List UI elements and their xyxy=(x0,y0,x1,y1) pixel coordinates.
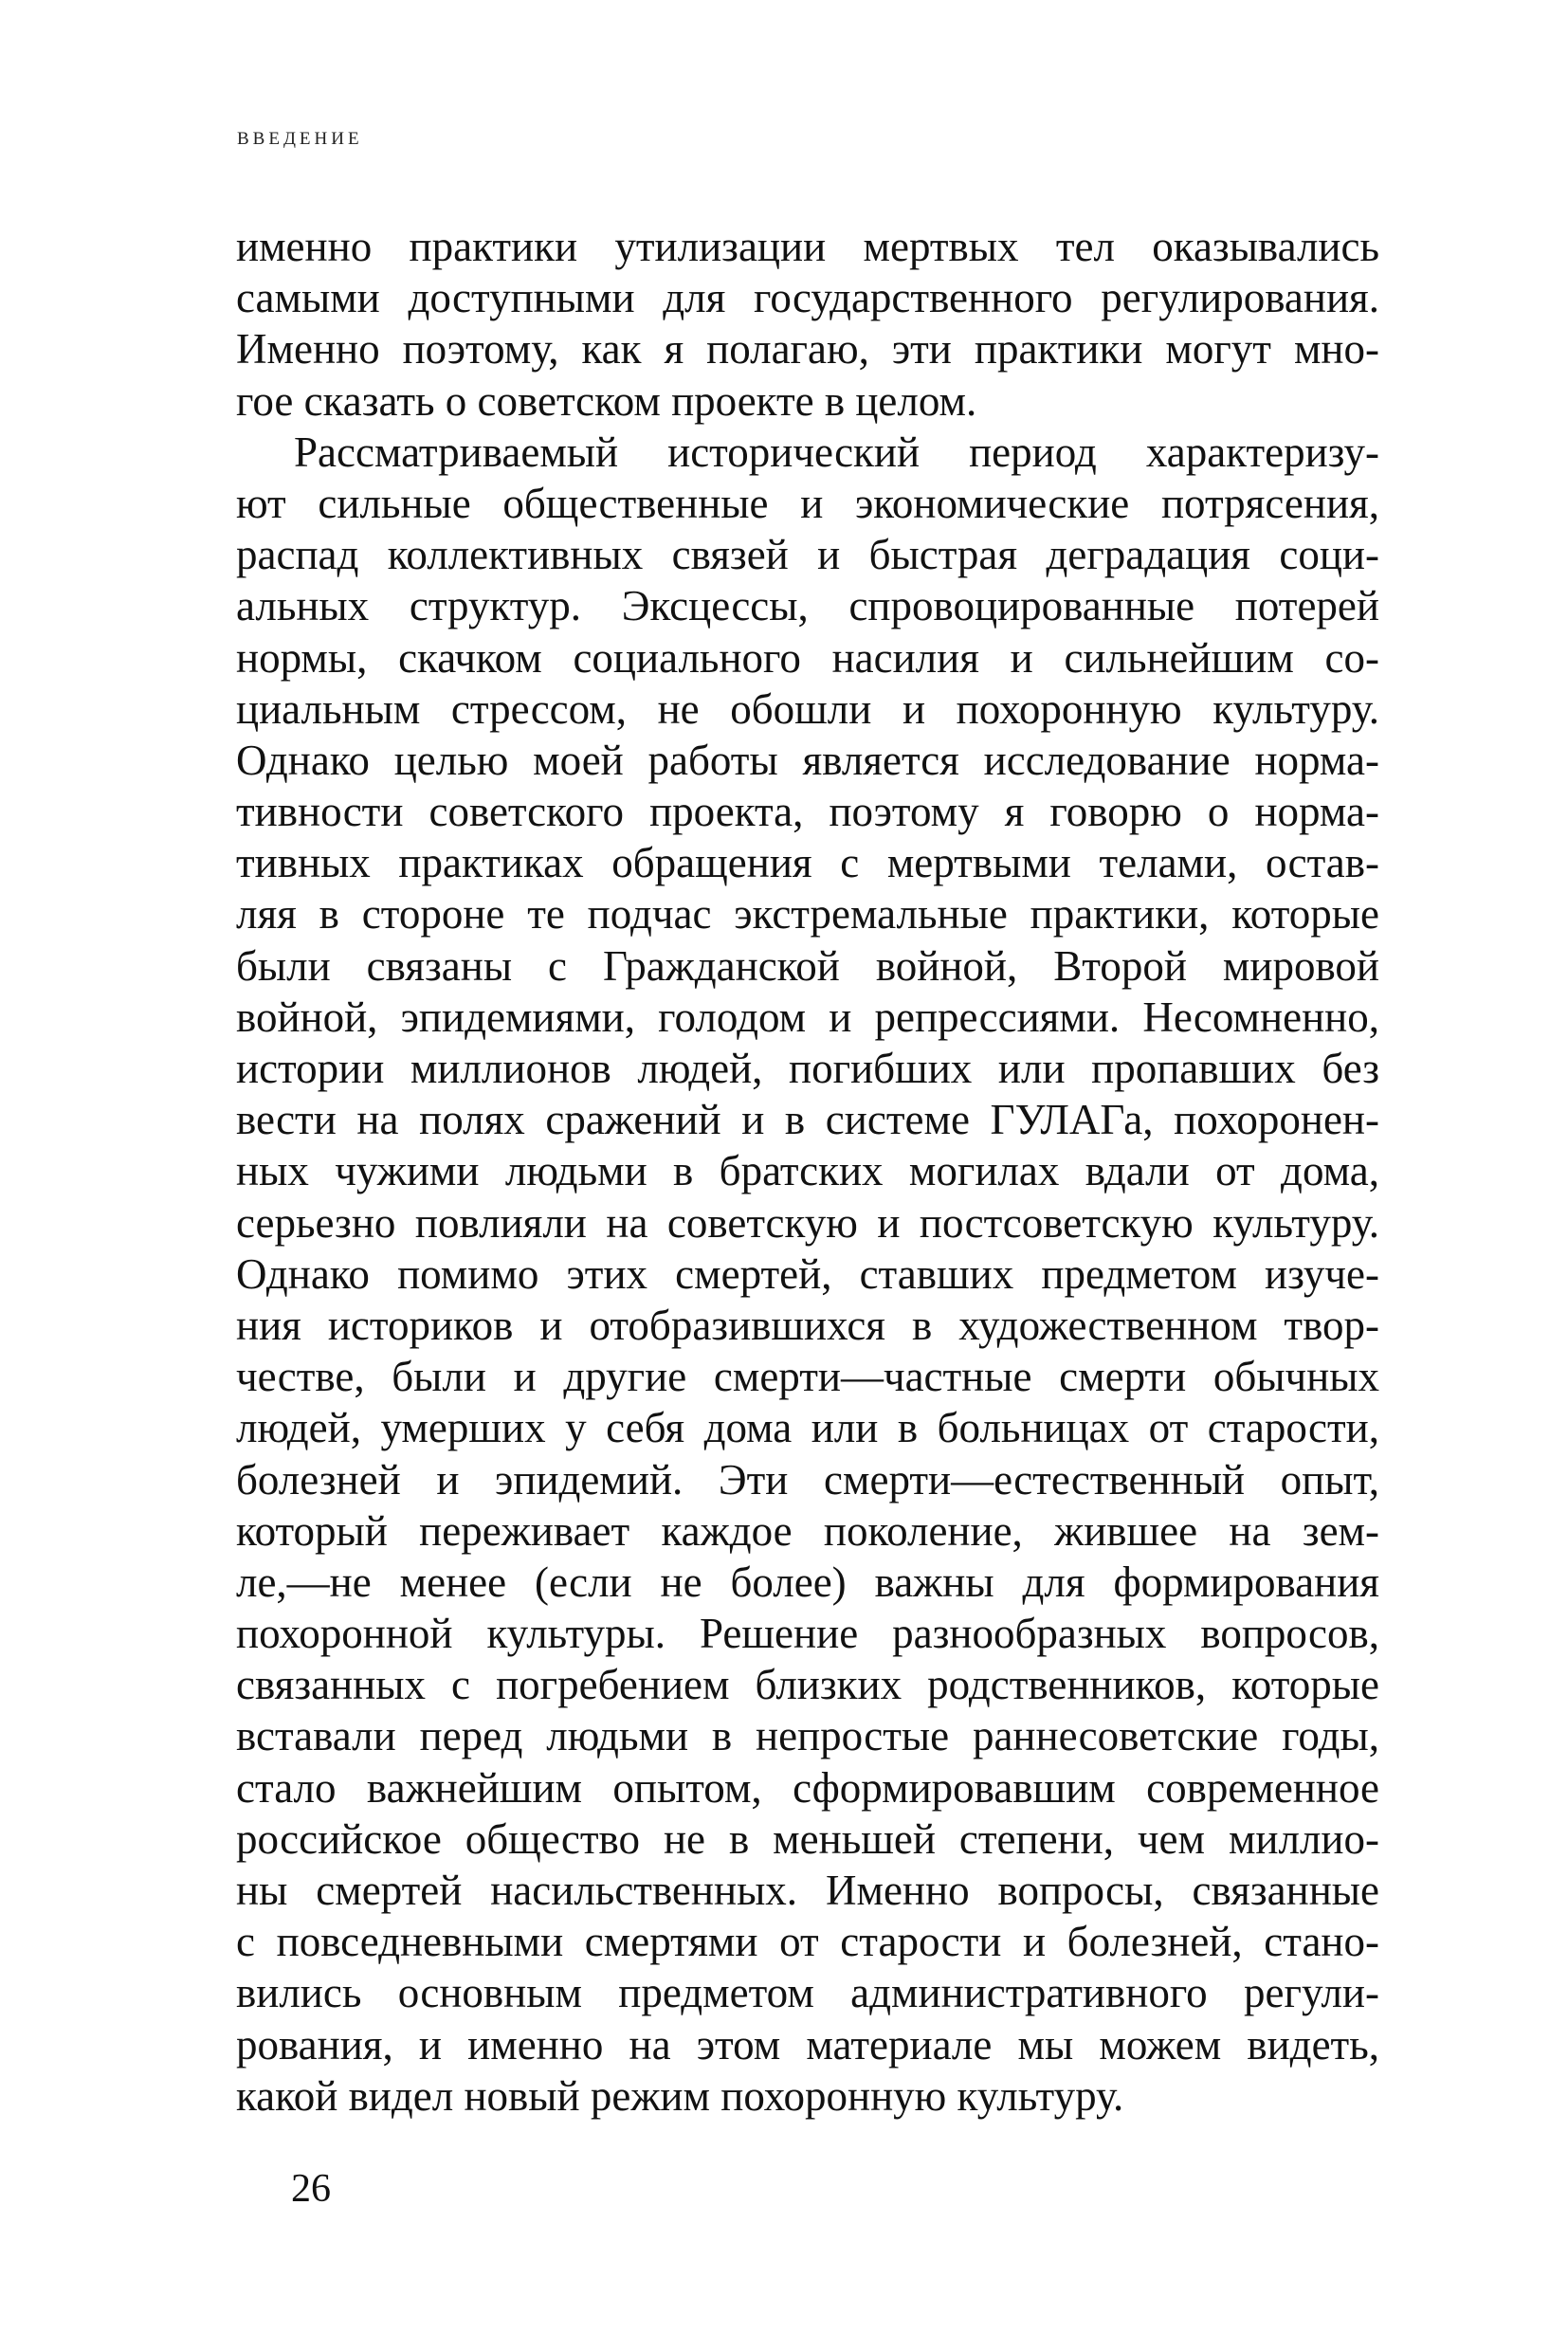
text-line: Рассматриваемый исторический период характеризу- xyxy=(294,428,1379,476)
text-line: вились основным предметом административного регули- xyxy=(236,1969,1379,2017)
text-line: похоронной культуры. Решение разнообразных вопросов, xyxy=(236,1610,1379,1658)
text-line: серьезно повлияли на советскую и постсоветскую культуру. xyxy=(236,1198,1379,1247)
text-line: какой видел новый режим похоронную культуру. xyxy=(236,2071,1124,2120)
text-line: именно практики утилизации мертвых тел оказывались xyxy=(236,223,1379,270)
text-line: ют сильные общественные и экономические потрясения, xyxy=(236,479,1379,527)
text-line: людей, умерших у себя дома или в больницах от старости, xyxy=(236,1404,1379,1452)
text-line: болезней и эпидемий. Эти смерти—естественный опыт, xyxy=(236,1455,1379,1504)
text-line: связанных с погребением близких родственников, которые xyxy=(236,1661,1379,1709)
text-line: распад коллективных связей и быстрая деградация соци- xyxy=(236,531,1379,579)
text-line: ляя в стороне те подчас экстремальные практики, которые xyxy=(236,890,1379,939)
text-line: стало важнейшим опытом, сформировавшим современное xyxy=(236,1763,1379,1812)
text-line: честве, были и другие смерти—частные смерти обычных xyxy=(236,1353,1379,1401)
text-line: с повседневными смертями от старости и болезней, стано- xyxy=(236,1918,1379,1966)
page-number: 26 xyxy=(291,2167,331,2211)
text-line: были связаны с Гражданской войной, Второй мировой xyxy=(236,941,1379,990)
text-line: тивности советского проекта, поэтому я говорю о норма- xyxy=(236,788,1379,836)
text-line: тивных практиках обращения с мертвыми телами, остав- xyxy=(236,839,1379,887)
text-line: нормы, скачком социального насилия и сильнейшим со- xyxy=(236,633,1379,682)
text-line: Именно поэтому, как я полагаю, эти практики могут мно- xyxy=(236,325,1379,374)
text-line: самыми доступными для государственного регулирования. xyxy=(236,274,1379,322)
text-line: Однако целью моей работы является исследование норма- xyxy=(236,736,1379,784)
text-line: российское общество не в меньшей степени, чем миллио- xyxy=(236,1814,1379,1863)
text-line: Однако помимо этих смертей, ставших предметом изуче- xyxy=(236,1249,1379,1298)
text-line: войной, эпидемиями, голодом и репрессиями. Несомненно, xyxy=(236,993,1379,1041)
text-line: циальным стрессом, не обошли и похоронную культуру. xyxy=(236,684,1379,733)
text-line: гое сказать о советском проекте в целом. xyxy=(236,376,977,425)
text-line: вести на полях сражений и в системе ГУЛАГа, похоронен- xyxy=(236,1096,1379,1144)
text-line: ных чужими людьми в братских могилах вдали от дома, xyxy=(236,1147,1379,1195)
text-line: вставали перед людьми в непростые раннесоветские годы, xyxy=(236,1712,1379,1760)
text-line: ния историков и отобразившихся в художественном твор- xyxy=(236,1301,1379,1349)
body-text xyxy=(236,221,1379,2122)
text-line: ны смертей насильственных. Именно вопросы, связанные xyxy=(236,1867,1379,1914)
text-line: истории миллионов людей, погибших или пропавших без xyxy=(236,1045,1379,1092)
text-line: альных структур. Эксцессы, спровоцированные потерей xyxy=(236,582,1379,630)
text-line: который переживает каждое поколение, жившее на зем- xyxy=(236,1506,1379,1555)
text-line: рования, и именно на этом материале мы можем видеть, xyxy=(236,2020,1379,2069)
text-line: ле,—не менее (если не более) важны для формирования xyxy=(236,1558,1379,1606)
running-head: ВВЕДЕНИЕ xyxy=(237,129,363,149)
